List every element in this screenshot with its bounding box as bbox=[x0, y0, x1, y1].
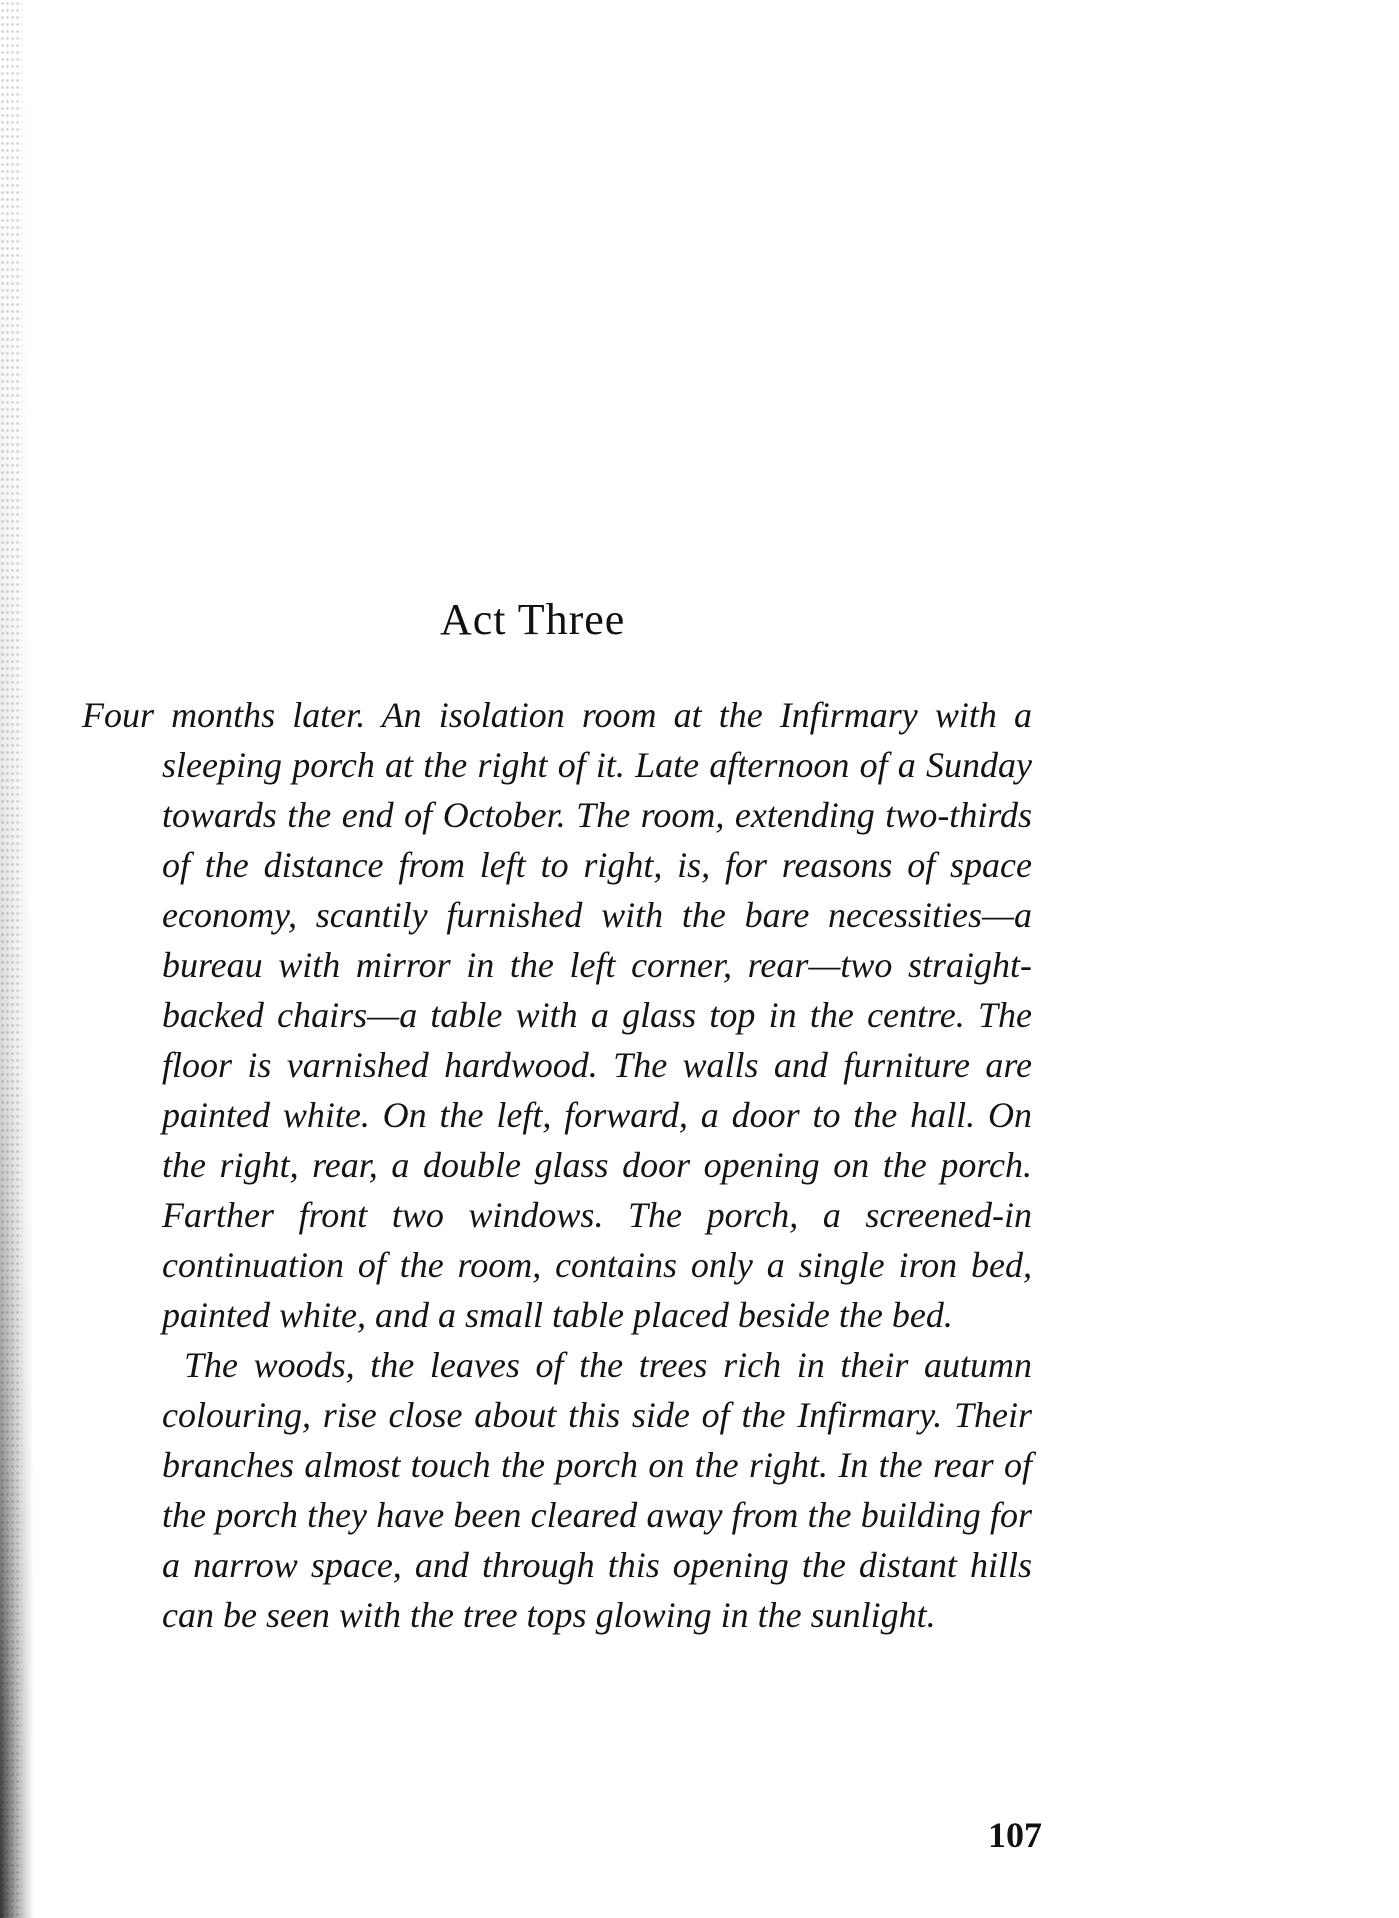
stage-direction-paragraph-2: The woods, the leaves of the trees rich in their autumn colouring, rise close about this side of the Infirmary. Their branches almost touch the porch on the right. In the rear of the porch they have been cleared away from the building for a narrow space, and through this opening the distant hills can be seen with the tree tops glowing in the sunlight. bbox=[162, 1345, 1032, 1635]
page-number: 107 bbox=[988, 1815, 1042, 1855]
stage-direction bbox=[82, 690, 1032, 1640]
act-title: Act Three bbox=[440, 595, 626, 644]
stage-direction-paragraph-1: Four months later. An isolation room at the Infirmary with a sleeping porch at the right of it. Late afternoon of a Sunday towards the end of October. The room, extending two-thirds of the distance from left to right, is, for reasons of space economy, scantily furnished with the bare necessities—a bureau with mirror in the left corner, rear—two straight-backed chairs—a table with a glass top in the centre. The floor is varnished hardwood. The walls and furniture are painted white. On the left, forward, a door to the hall. On the right, rear, a double glass door opening on the porch. Farther front two windows. The porch, a screened-in continuation of the room, contains only a single iron bed, painted white, and a small table placed beside the bed. bbox=[82, 695, 1032, 1335]
